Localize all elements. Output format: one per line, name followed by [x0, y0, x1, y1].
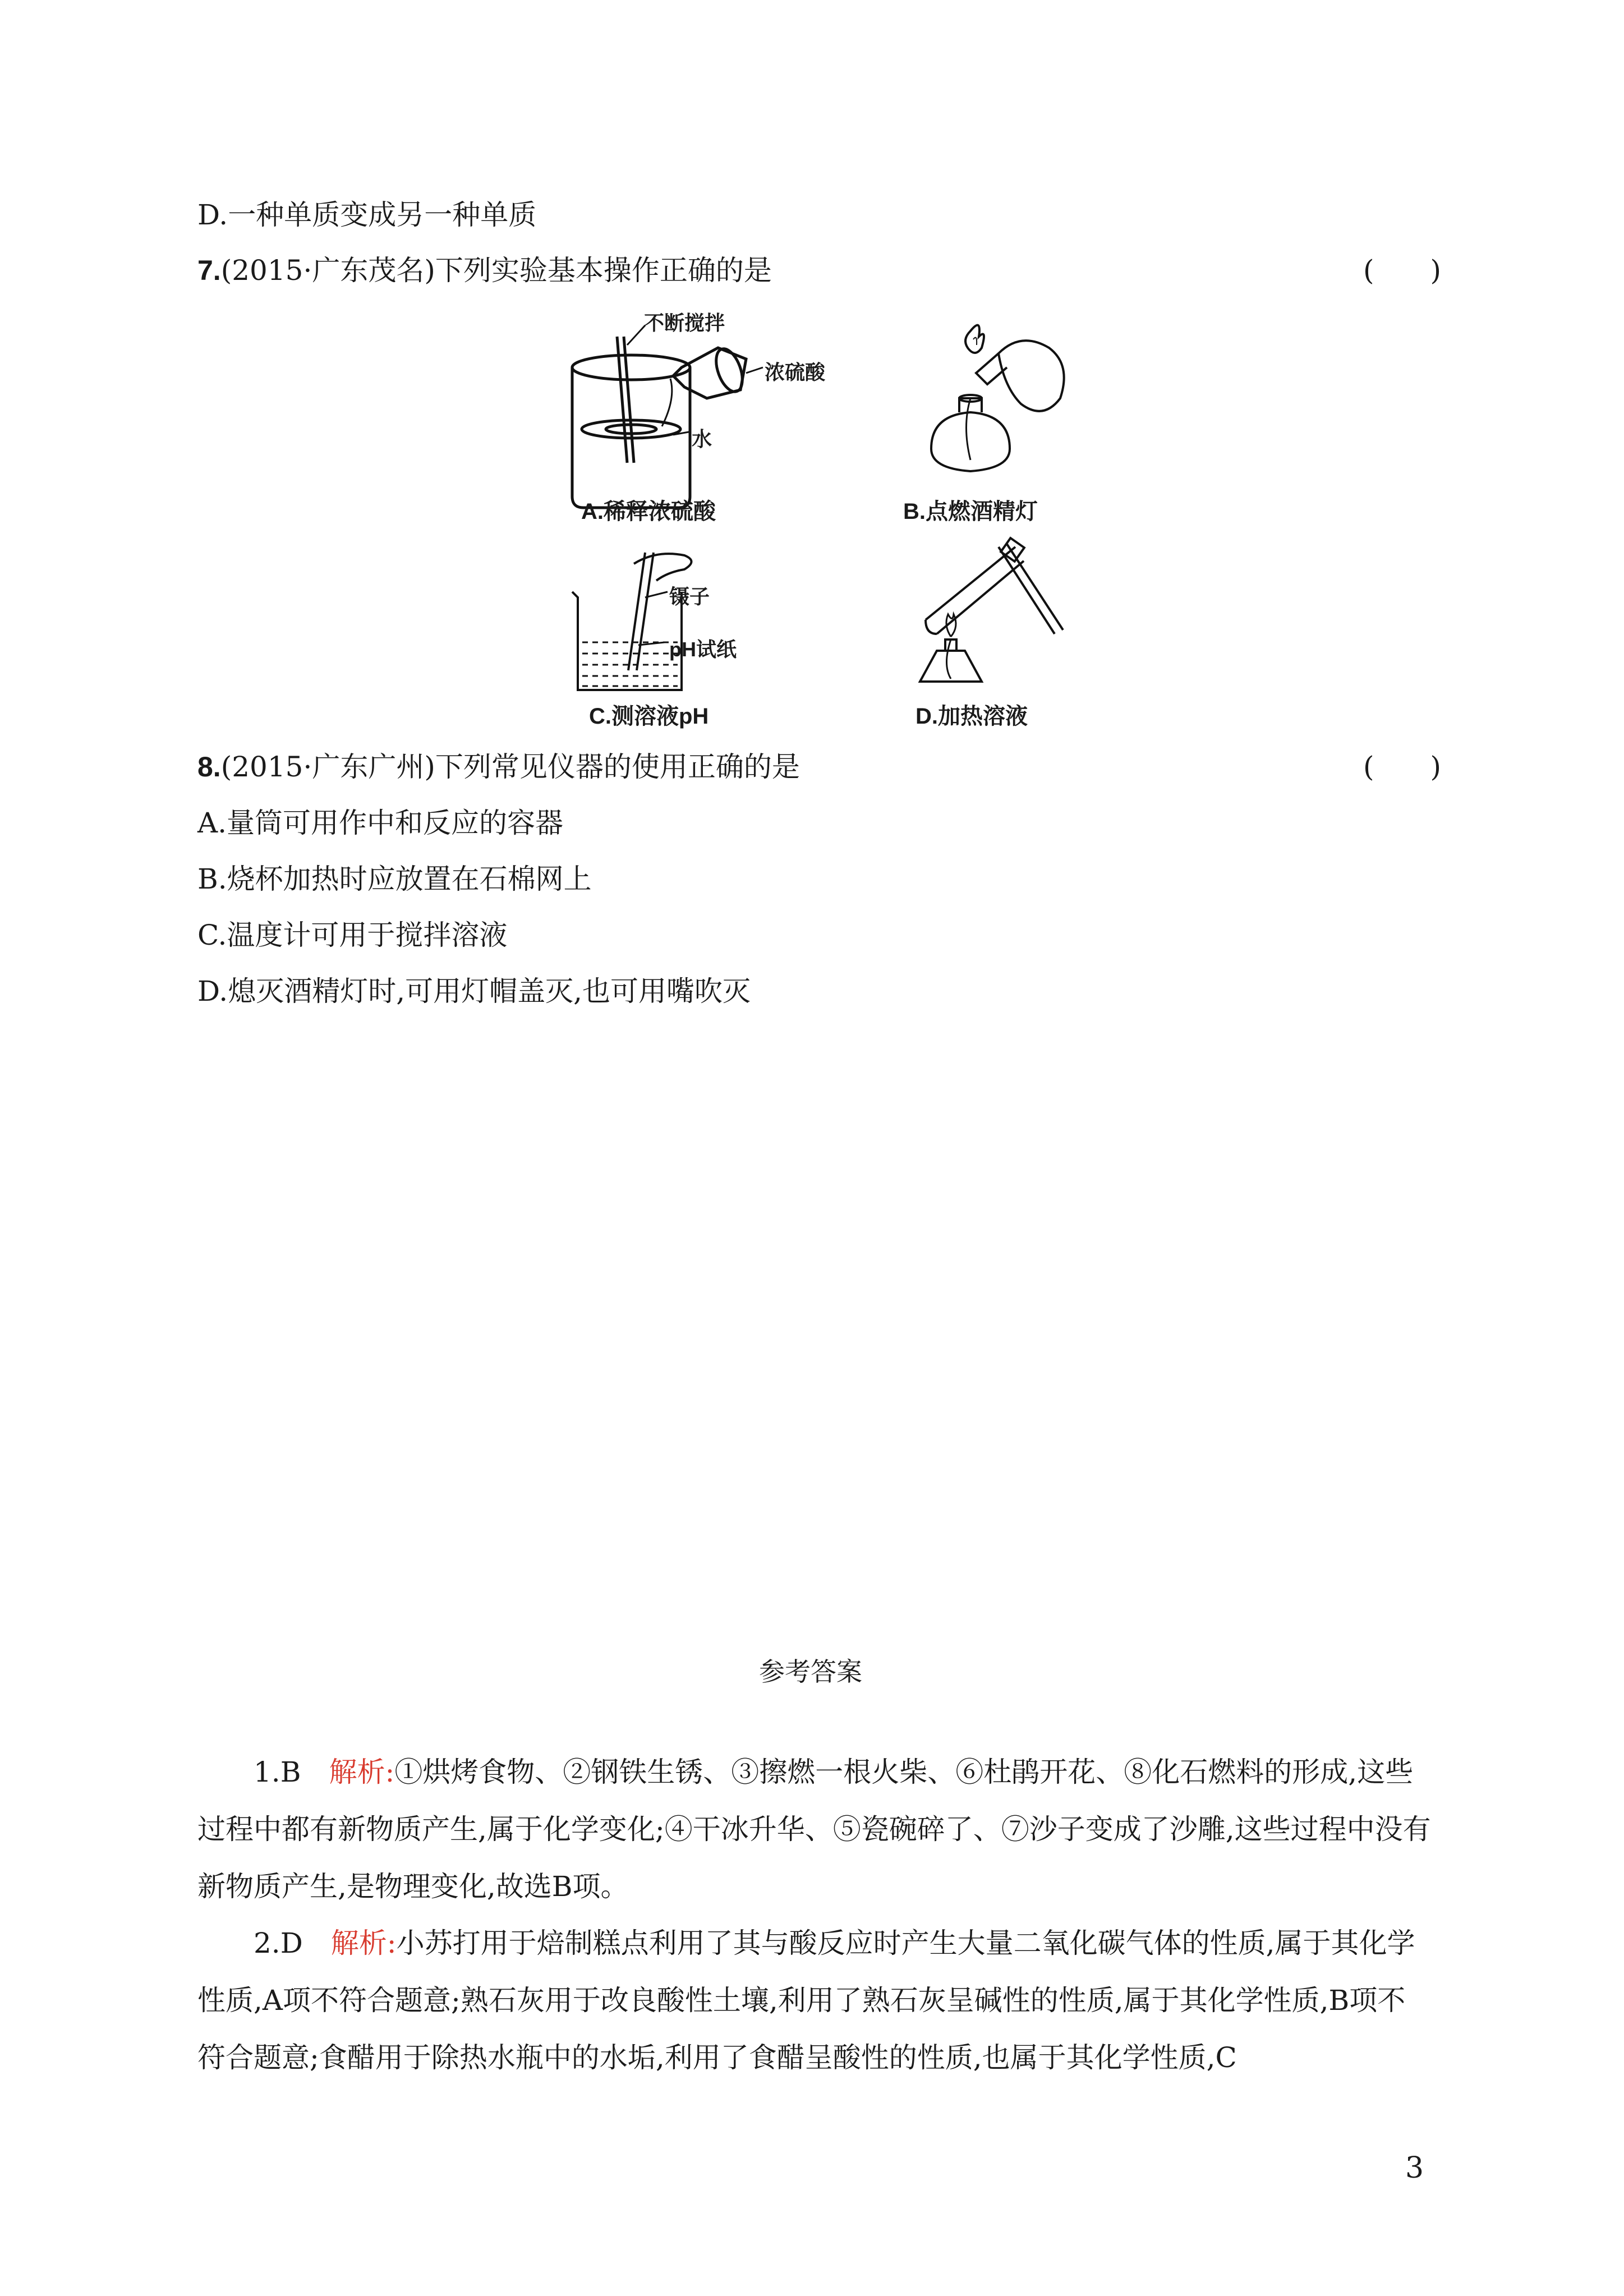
caption-b: B.点燃酒精灯 [903, 499, 1038, 524]
page-number: 3 [1405, 2151, 1424, 2185]
q6-option-d: D.一种单质变成另一种单质 [197, 199, 537, 231]
answer-item-2 [197, 1915, 1432, 2086]
figure-a-dilute-acid [561, 314, 875, 516]
answer-2-jiexi: 解析: [330, 1927, 397, 1959]
q8-option-c: C.温度计可用于搅拌溶液 [197, 919, 508, 951]
q8-answer-paren: ( ) [1363, 751, 1442, 783]
q8-option-a: A.量筒可用作中和反应的容器 [197, 807, 564, 839]
q7-number: 7. [197, 255, 221, 286]
answer-1-text: ①烘烤食物、②钢铁生锈、③擦燃一根火柴、⑥杜鹃开花、⑧化石燃料的形成,这些过程中都有新物质产生,属于化学变化;④干冰升华、⑤瓷碗碎了、⑦沙子变成了沙雕,这些过程中没有新物质产生,是物理变化,故选B项。 [197, 1756, 1431, 1903]
caption-c: C.测溶液pH [589, 704, 709, 729]
caption-a: A.稀释浓硫酸 [581, 499, 716, 524]
answer-2-label: 2.D [254, 1927, 303, 1959]
q8-option-d: D.熄灭酒精灯时,可用灯帽盖灭,也可用嘴吹灭 [197, 975, 751, 1007]
answer-1-label: 1.B [254, 1756, 301, 1788]
q8-number: 8. [197, 751, 221, 783]
q7-answer-paren: ( ) [1363, 254, 1442, 287]
label-stir: 不断搅拌 [644, 311, 725, 334]
answer-1-jiexi: 解析: [329, 1756, 395, 1788]
figure-b-light-lamp [909, 314, 1088, 494]
caption-d: D.加热溶液 [915, 704, 1028, 729]
q8-text: (2015·广东广州)下列常见仪器的使用正确的是 [220, 751, 800, 783]
q8-option-b: B.烧杯加热时应放置在石棉网上 [197, 863, 592, 895]
label-conc-acid: 浓硫酸 [765, 361, 826, 384]
label-water: 水 [692, 427, 712, 450]
label-tweezers: 镊子 [669, 585, 710, 608]
answer-2-text: 小苏打用于焙制糕点利用了其与酸反应时产生大量二氧化碳气体的性质,属于其化学性质,A项不符合题意;熟石灰用于改良酸性土壤,利用了熟石灰呈碱性的性质,属于其化学性质,B项不符合题意;食醋用于除热水瓶中的水垢,利用了食醋呈酸性的性质,也属于其化学性质,C [197, 1927, 1415, 2074]
label-ph-paper: pH试纸 [669, 638, 737, 661]
answers-heading: 参考答案 [759, 1657, 862, 1687]
q7-text: (2015·广东茂名)下列实验基本操作正确的是 [220, 254, 772, 287]
q7-stem [197, 254, 772, 287]
figure-d-heat-solution [909, 536, 1077, 704]
answer-item-1 [197, 1743, 1432, 1915]
q8-stem [197, 750, 800, 784]
figure-c-measure-ph [567, 547, 752, 704]
